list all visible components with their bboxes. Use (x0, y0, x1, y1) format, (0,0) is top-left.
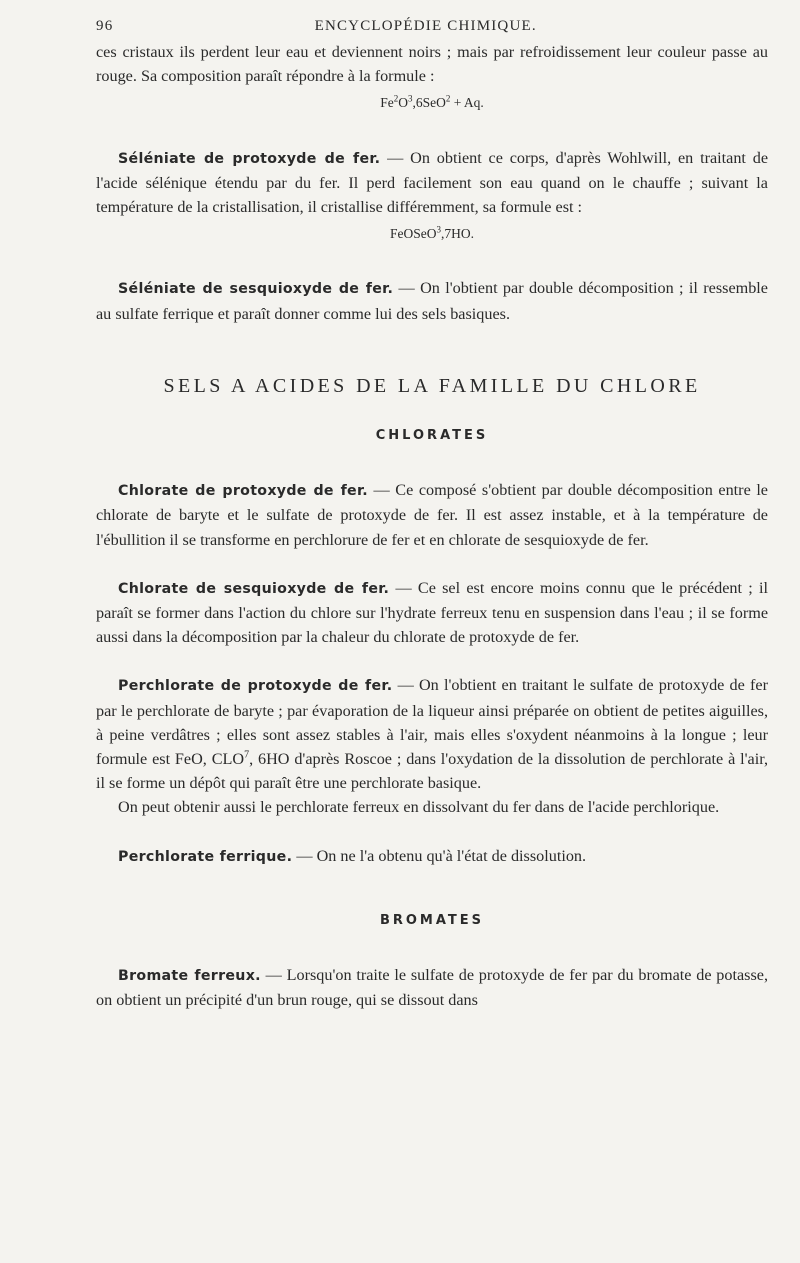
entry-term: Chlorate de sesquioxyde de fer. (118, 580, 390, 597)
running-title: ENCYCLOPÉDIE CHIMIQUE. (314, 18, 537, 34)
entry-bromate-ferreux: Bromate ferreux. — Lorsqu'on traite le sulfate de protoxyde de fer par du bromate de potasse, on obtient un précipité d'un brun rouge, qui se dissout dans (96, 966, 768, 1010)
entry-term: Perchlorate ferrique. (118, 848, 293, 865)
entry-chlorate-protoxyde: Chlorate de protoxyde de fer. — Ce composé s'obtient par double décomposition entre le chlorate de baryte et le sulfate de protoxyde de fer. Il est assez instable, et à la température de l'ébullition il se transforme en perchlorure de fer et en chlorate de sesquioxyde de fer. (96, 481, 768, 549)
intro-paragraph: ces cristaux ils perdent leur eau et deviennent noirs ; mais par refroidissement leur couleur passe au rouge. Sa composition paraît répondre à la formule : (96, 43, 768, 86)
running-header (96, 14, 768, 40)
family-heading: SELS A ACIDES DE LA FAMILLE DU CHLORE (163, 374, 701, 397)
entry-perchlorate-protoxyde: Perchlorate de protoxyde de fer. — On l'obtient en traitant le sulfate de protoxyde de fer par le perchlorate de baryte ; par évaporation de la liqueur ainsi préparée on obtient de petites aiguilles, à peine verdâtres ; elles sont assez stables à l'air, mais elles s'oxydent néanmoins à la longue ; leur formule est FeO, CLO$^7$, 6HO d'après Roscoe ; dans l'oxydation de la dissolution de perchlorate à l'air, il se forme un dépôt qui paraît être une perchlorate basique. (96, 676, 769, 793)
entry-seleniate-sesquioxyde: Séléniate de sesquioxyde de fer. — On l'obtient par double décomposition ; il ressemble au sulfate ferrique et paraît donner comme lui des sels basiques. (96, 279, 768, 323)
formula-fe2o3-seo2: $Fe^2O^3,6SeO^2 + Aq$. (380, 93, 484, 111)
formula-feoseo3: FeOSeO$^3$,7HO. (390, 224, 474, 242)
entry-term: Perchlorate de protoxyde de fer. (118, 678, 393, 695)
entry-perchlorate-ferrique: Perchlorate ferrique. — On ne l'a obtenu qu'à l'état de dissolution. (118, 846, 587, 865)
entry-term: Bromate ferreux. (118, 968, 261, 985)
perchlorate-second-paragraph: On peut obtenir aussi le perchlorate ferreux en dissolvant du fer dans de l'acide perchlorique. (118, 798, 720, 817)
entry-seleniate-protoxyde: Séléniate de protoxyde de fer. — On obtient ce corps, d'après Wohlwill, en traitant de l'acide sélénique étendu par du fer. Il perd facilement son eau quand on le chauffe ; suivant la température de la cristallisation, il cristallise différemment, sa formule est : (96, 148, 768, 217)
page (96, 14, 768, 1012)
entry-term: Séléniate de sesquioxyde de fer. (118, 281, 394, 298)
section-heading-bromates: BROMATES (379, 912, 485, 928)
page-number: 96 (96, 18, 114, 34)
entry-term: Chlorate de protoxyde de fer. (118, 483, 368, 500)
entry-chlorate-sesquioxyde: Chlorate de sesquioxyde de fer. — Ce sel est encore moins connu que le précédent ; il paraît se former dans l'action du chlore sur l'hydrate ferreux tenu en suspension dans l'eau ; il se forme aussi dans la décomposition par la chaleur du chlorate de protoxyde de fer. (96, 578, 769, 647)
section-heading-chlorates: CHLORATES (375, 428, 489, 444)
entry-term: Séléniate de protoxyde de fer. (118, 150, 381, 167)
